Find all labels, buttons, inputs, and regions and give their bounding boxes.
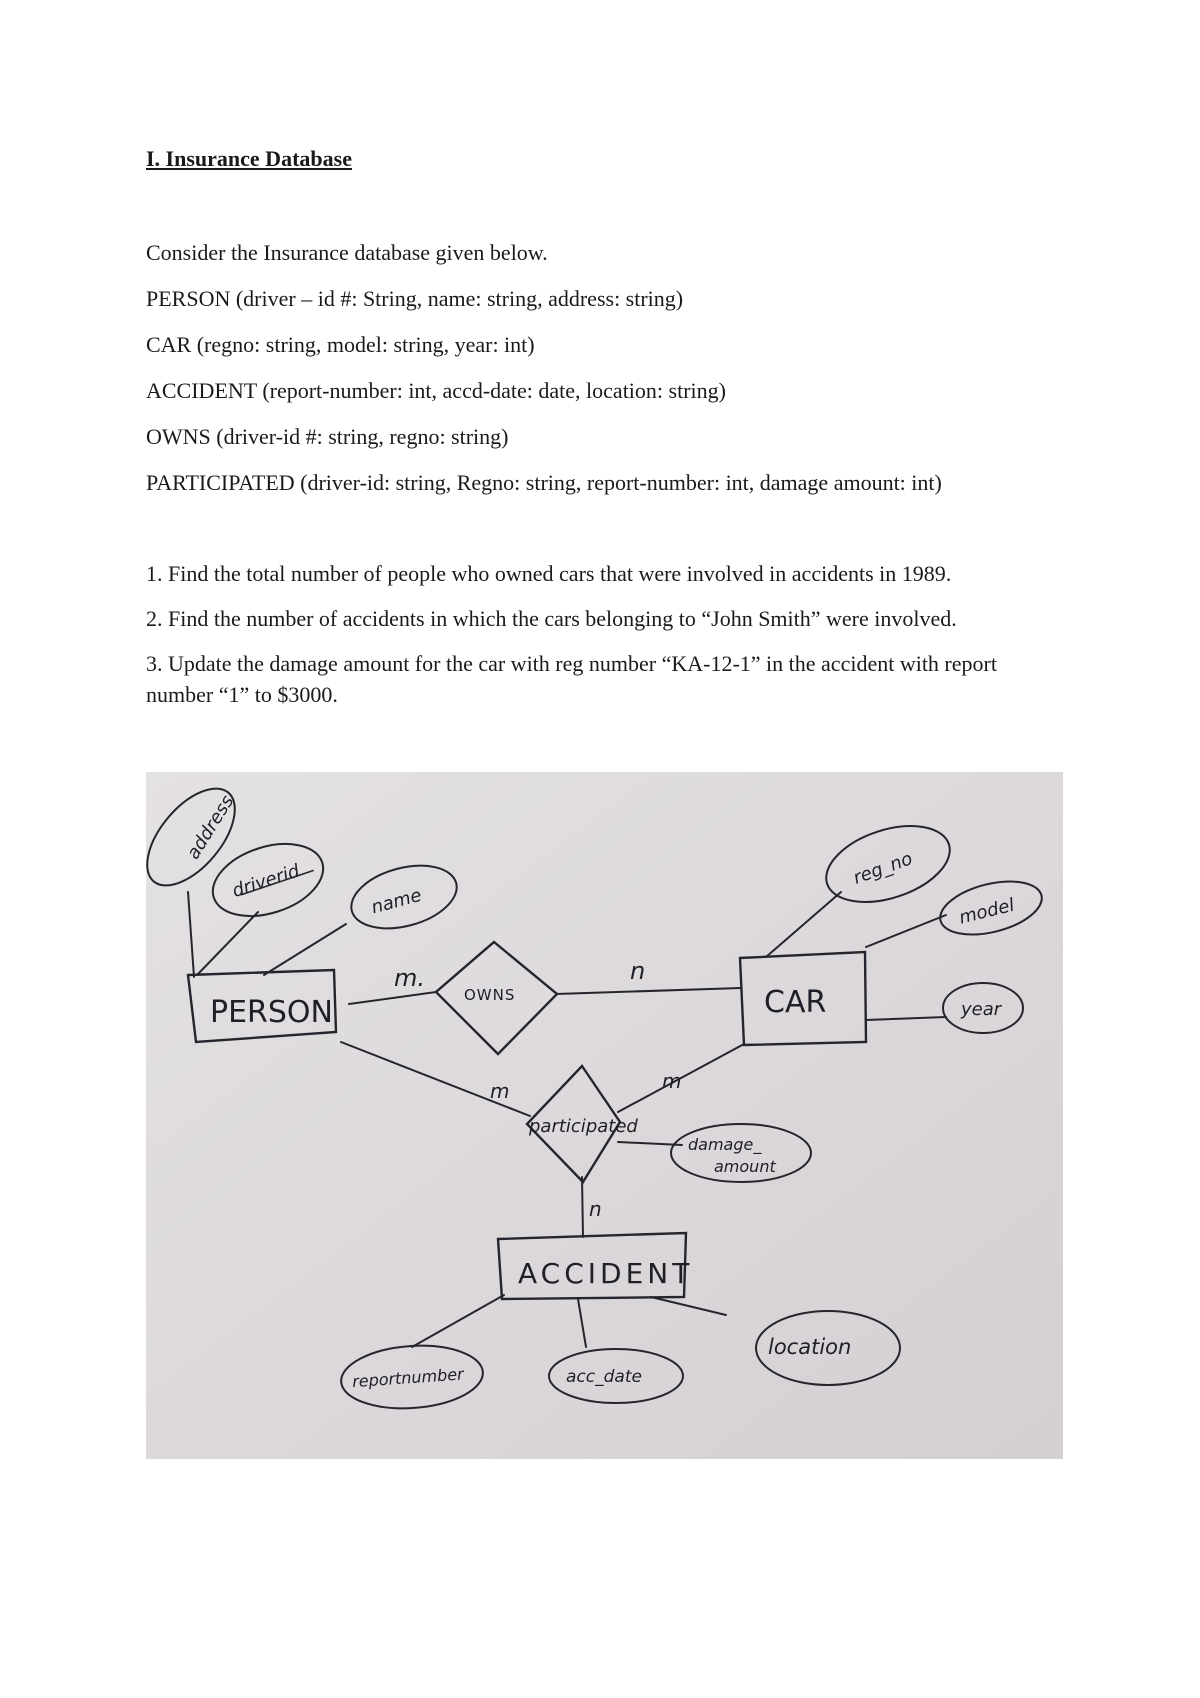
- owns-label: OWNS: [464, 986, 516, 1004]
- damage-amount-label-1: damage_: [688, 1135, 762, 1154]
- schema-accident: ACCIDENT (report-number: int, accd-date: date, location: string): [146, 378, 726, 403]
- participated-accident-line: [582, 1177, 583, 1237]
- question-2: 2. Find the number of accidents in which the cars belonging to “John Smith” were involved.: [146, 606, 957, 631]
- schema-description: [146, 238, 1066, 514]
- question-1: 1. Find the total number of people who owned cars that were involved in accidents in 1989.: [146, 561, 952, 586]
- address-label: address: [182, 791, 239, 864]
- question-list: [146, 558, 1066, 724]
- cardinality-person-participated: m: [490, 1079, 510, 1103]
- er-diagram-photo: [146, 772, 1063, 1459]
- reportnumber-label: reportnumber: [351, 1364, 465, 1392]
- name-label: name: [369, 884, 424, 919]
- person-label: PERSON: [210, 995, 333, 1030]
- cardinality-participated-accident: n: [589, 1197, 602, 1221]
- schema-owns: OWNS (driver-id #: string, regno: string): [146, 424, 509, 449]
- cardinality-person-owns: m.: [394, 964, 426, 992]
- regno-label: reg_no: [850, 848, 916, 889]
- question-3: 3. Update the damage amount for the car with reg number “KA-12-1” in the accident with report number “1” to $3000.: [146, 651, 997, 707]
- driverid-label: driverid: [229, 860, 303, 902]
- er-diagram: [146, 772, 1063, 1459]
- model-label: model: [957, 894, 1017, 929]
- schema-person: PERSON (driver – id #: String, name: string, address: string): [146, 286, 684, 311]
- damage-amount-label-2: amount: [714, 1157, 776, 1176]
- accident-label: ACCIDENT: [518, 1257, 694, 1290]
- cardinality-owns-car: n: [630, 957, 646, 985]
- year-label: year: [961, 999, 1002, 1020]
- participated-label: participated: [529, 1116, 638, 1137]
- schema-car: CAR (regno: string, model: string, year: int): [146, 332, 535, 357]
- intro-text: Consider the Insurance database given below.: [146, 240, 548, 265]
- location-label: location: [768, 1335, 852, 1359]
- car-label: CAR: [764, 985, 827, 1020]
- schema-participated: PARTICIPATED (driver-id: string, Regno: string, report-number: int, damage amount: int): [146, 470, 942, 495]
- cardinality-car-participated: m: [662, 1069, 682, 1093]
- accdate-label: acc_date: [566, 1367, 642, 1387]
- section-heading: I. Insurance Database: [146, 146, 352, 171]
